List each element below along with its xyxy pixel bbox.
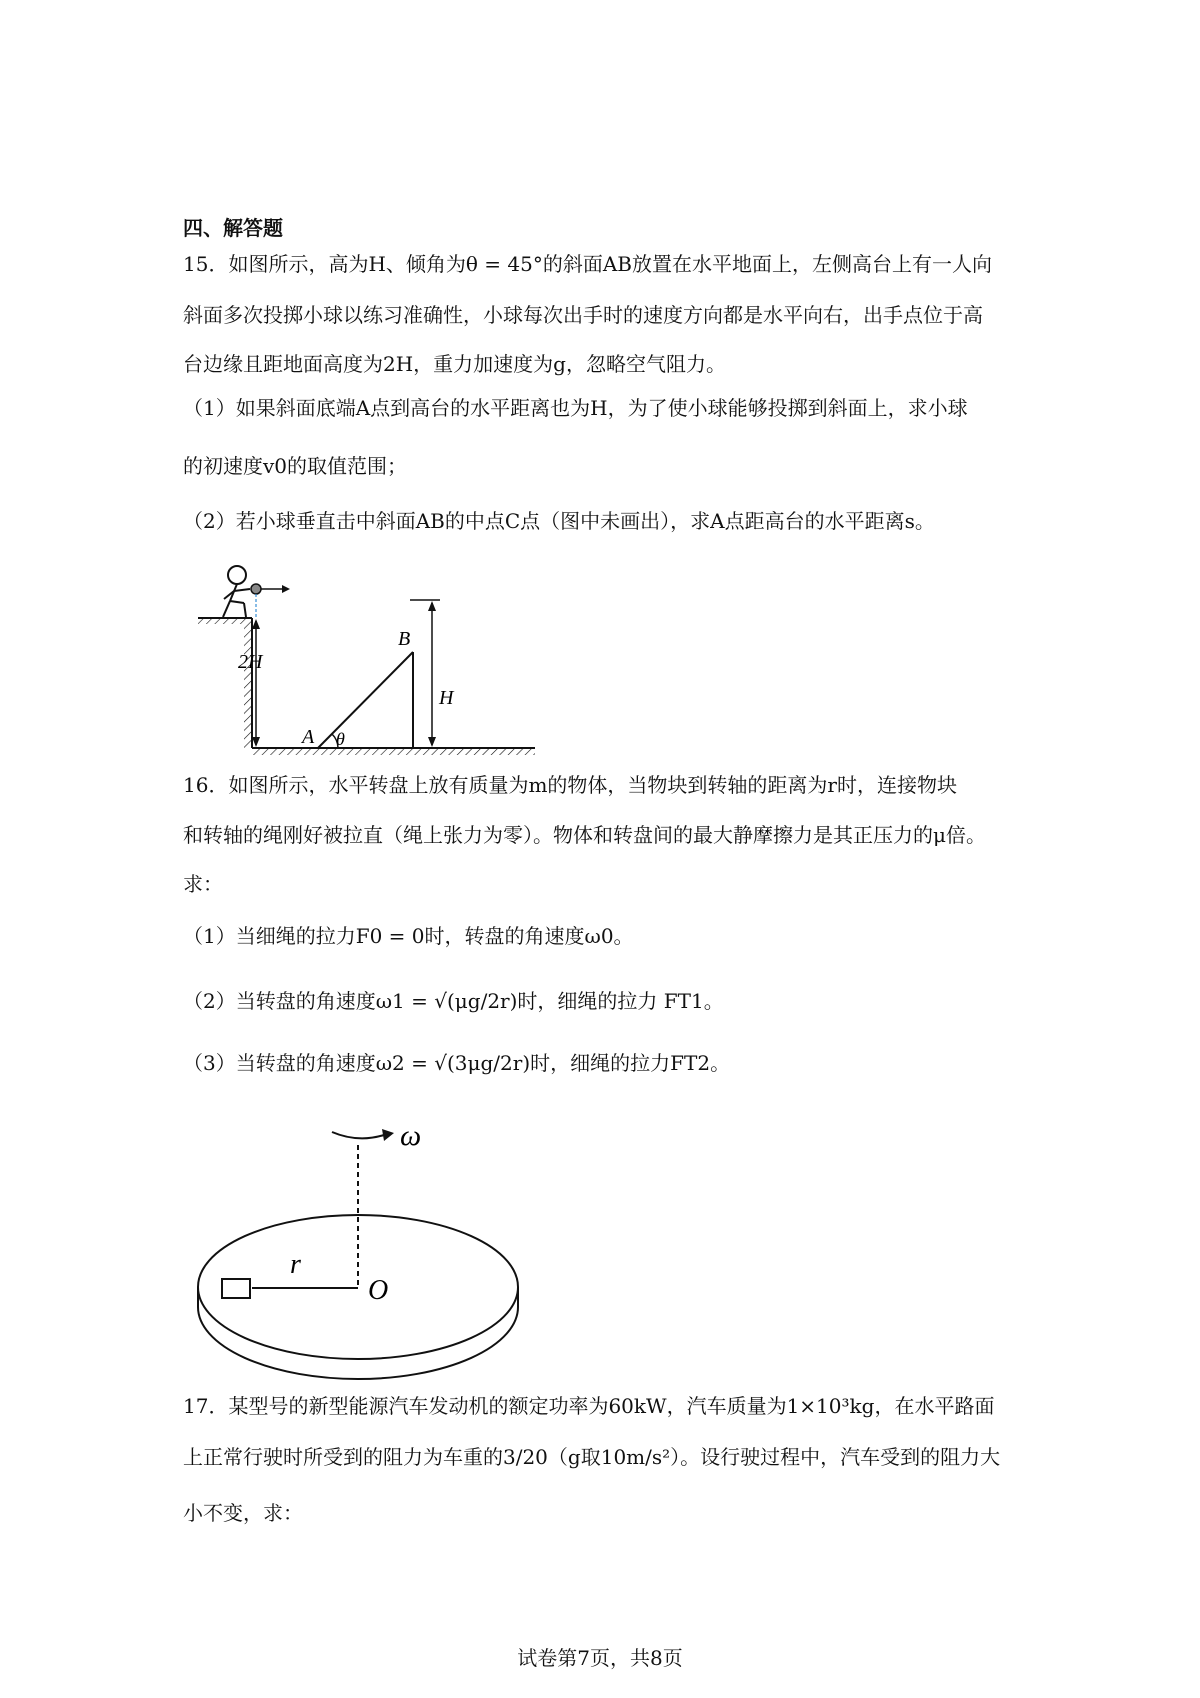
rotation-arrowhead — [382, 1129, 394, 1141]
page-footer: 试卷第7页，共8页 — [517, 1646, 683, 1670]
label-A: A — [302, 726, 315, 748]
label-2H: 2H — [238, 651, 263, 673]
q16-line-1: 16．如图所示，水平转盘上放有质量为m的物体，当物块到转轴的距离为r时，连接物块 — [183, 773, 957, 797]
label-H: H — [439, 687, 454, 709]
block — [222, 1279, 250, 1298]
person-figure — [223, 566, 250, 617]
q16-line-2: 和转轴的绳刚好被拉直（绳上张力为零）。物体和转盘间的最大静摩擦力是其正压力的μ倍。 — [183, 823, 986, 847]
q15-part-1a: （1）如果斜面底端A点到高台的水平距离也为H，为了使小球能够投掷到斜面上，求小球 — [183, 396, 968, 420]
incline-AB — [318, 652, 413, 748]
platform-hatch — [198, 618, 252, 624]
q15-figure — [190, 555, 540, 755]
rotation-arrow — [332, 1132, 384, 1138]
label-omega: ω — [400, 1119, 422, 1152]
q15-part-2: （2）若小球垂直击中斜面AB的中点C点（图中未画出），求A点距高台的水平距离s。 — [183, 509, 935, 533]
label-B: B — [398, 628, 411, 650]
q16-part-3: （3）当转盘的角速度ω2 = √(3μg/2r)时，细绳的拉力FT2。 — [183, 1051, 731, 1075]
section-title: 四、解答题 — [183, 216, 283, 240]
q16-part-1: （1）当细绳的拉力F0 = 0时，转盘的角速度ω0。 — [183, 924, 634, 948]
q15-line-2: 斜面多次投掷小球以练习准确性，小球每次出手时的速度方向都是水平向右，出手点位于高 — [183, 303, 983, 327]
q16-part-2: （2）当转盘的角速度ω1 = √(μg/2r)时，细绳的拉力 FT1。 — [183, 989, 724, 1013]
cliff-hatch — [244, 624, 252, 748]
q15-part-1b: 的初速度v0的取值范围； — [183, 454, 408, 478]
q15-line-1: 15．如图所示，高为H、倾角为θ = 45°的斜面AB放置在水平地面上，左侧高台上有一人向 — [183, 252, 992, 276]
q17-line-3: 小不变，求： — [183, 1501, 303, 1525]
ground-hatch — [252, 748, 535, 755]
label-O: O — [368, 1275, 389, 1306]
q16-figure — [190, 1105, 530, 1395]
label-theta: θ — [336, 729, 345, 749]
label-r: r — [290, 1249, 301, 1280]
q17-line-1: 17．某型号的新型能源汽车发动机的额定功率为60kW，汽车质量为1×10³kg，在水平路面 — [183, 1394, 995, 1418]
q17-line-2: 上正常行驶时所受到的阻力为车重的3/20（g取10m/s²）。设行驶过程中，汽车受到的阻力大 — [183, 1445, 1001, 1469]
ball — [251, 584, 261, 594]
velocity-arrowhead — [282, 585, 290, 593]
q16-line-3: 求： — [183, 872, 223, 896]
q15-line-3: 台边缘且距地面高度为2H，重力加速度为g，忽略空气阻力。 — [183, 352, 726, 376]
